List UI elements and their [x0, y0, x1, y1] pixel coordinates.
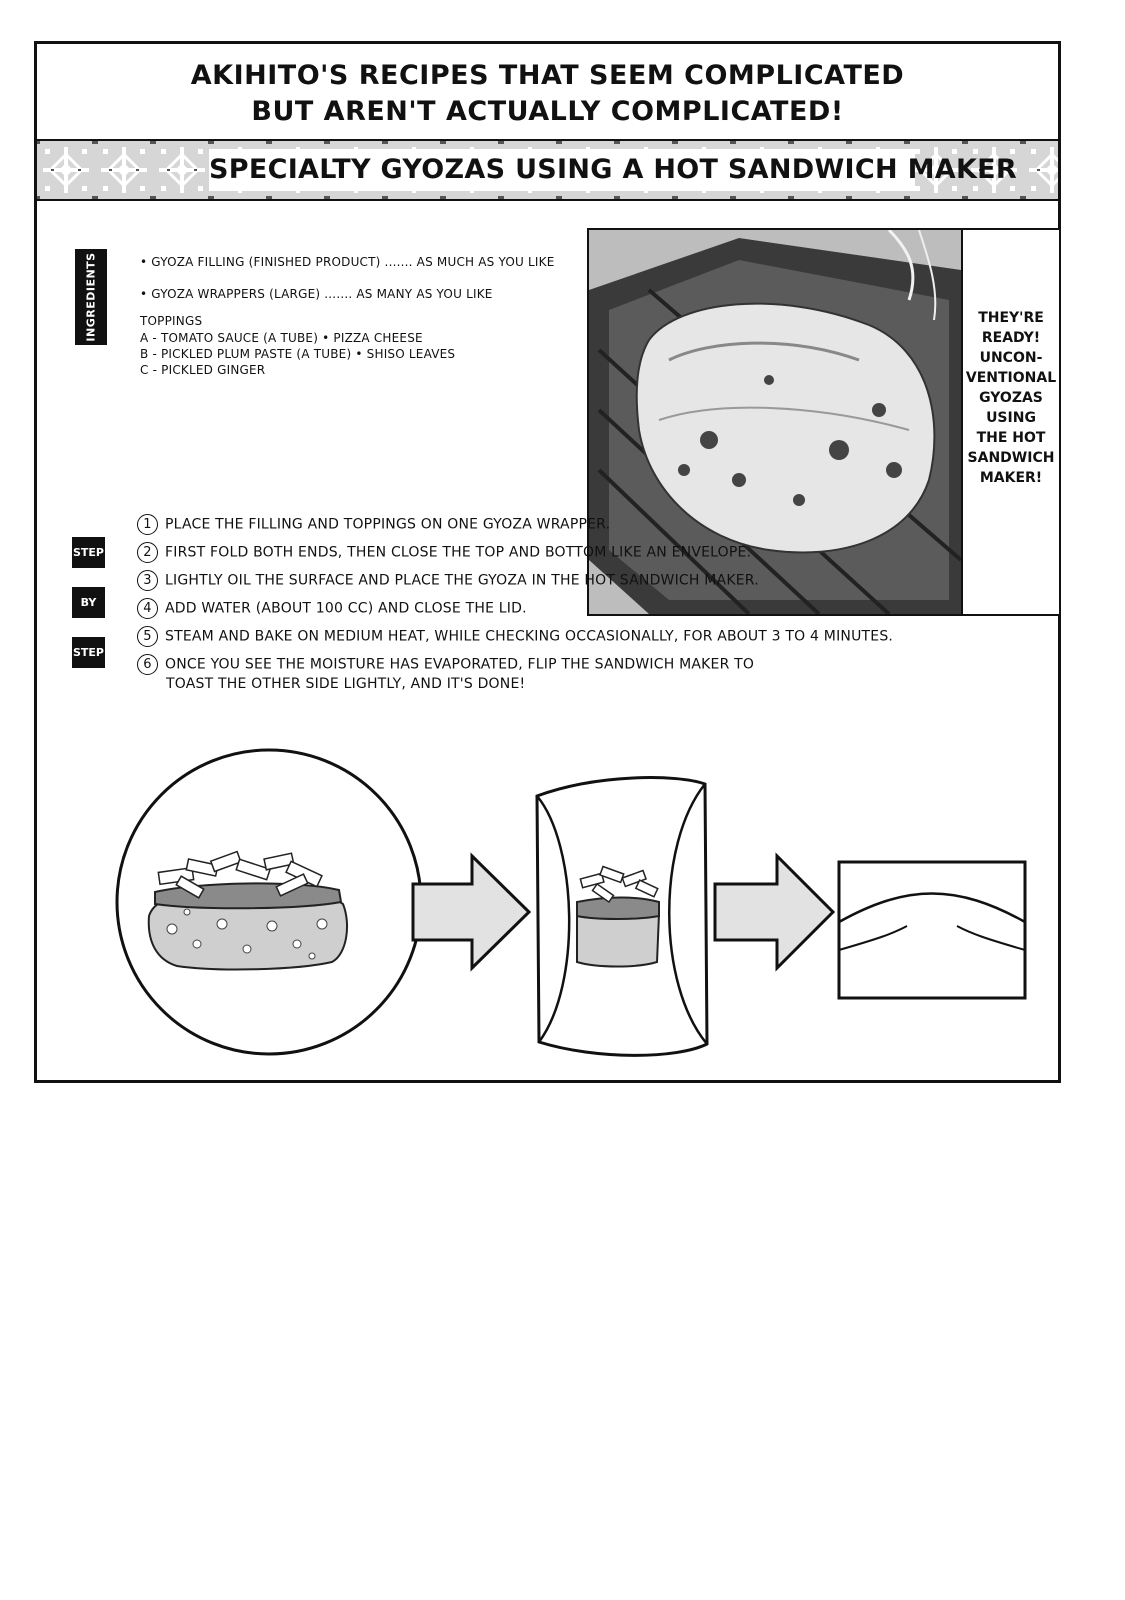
filling-illustration: [117, 750, 421, 1054]
speech-line: SANDWICH: [967, 450, 1055, 466]
speech-line: MAKER!: [979, 470, 1043, 486]
speech-line: READY!: [981, 330, 1041, 346]
step-number: 1: [137, 514, 158, 535]
topping-item: B - PICKLED PLUM PASTE (A TUBE) • SHISO LEAVES: [140, 347, 456, 361]
step-item: [137, 654, 755, 692]
page-title: [37, 58, 1058, 130]
folding-diagram: [77, 744, 1037, 1064]
topping-item: C - PICKLED GINGER: [140, 363, 266, 377]
step-text: PLACE THE FILLING AND TOPPINGS ON ONE GYOZA WRAPPER.: [165, 516, 611, 533]
step-number: 4: [137, 598, 158, 619]
speech-line: USING: [986, 410, 1036, 426]
ingredients-tab: [75, 249, 107, 345]
step-text: LIGHTLY OIL THE SURFACE AND PLACE THE GYOZA IN THE HOT SANDWICH MAKER.: [165, 572, 759, 589]
step-text: FIRST FOLD BOTH ENDS, THEN CLOSE THE TOP AND BOTTOM LIKE AN ENVELOPE.: [165, 544, 752, 561]
step-text-continued: TOAST THE OTHER SIDE LIGHTLY, AND IT'S DONE!: [166, 676, 526, 692]
topping-item: A - TOMATO SAUCE (A TUBE) • PIZZA CHEESE: [140, 331, 423, 345]
step-text: ADD WATER (ABOUT 100 CC) AND CLOSE THE LID.: [165, 600, 527, 617]
step-item: [137, 626, 893, 647]
step-item: [137, 570, 759, 591]
recipe-title: SPECIALTY GYOZAS USING A HOT SANDWICH MAKER: [209, 149, 915, 191]
step-item: [137, 542, 751, 563]
arrow-right-icon: [715, 856, 833, 968]
ingredients-tab-label: INGREDIENTS: [84, 252, 98, 342]
step-text: ONCE YOU SEE THE MOISTURE HAS EVAPORATED, FLIP THE SANDWICH MAKER TO: [165, 656, 755, 673]
speech-line: THEY'RE: [978, 310, 1044, 326]
speech-line: THE HOT: [976, 430, 1046, 446]
step-tab: STEP: [72, 537, 105, 568]
step-number: 3: [137, 570, 158, 591]
ingredient-item: • GYOZA FILLING (FINISHED PRODUCT) ....... AS MUCH AS YOU LIKE: [140, 255, 555, 269]
step-tab: STEP: [72, 637, 105, 668]
step-number: 5: [137, 626, 158, 647]
ingredient-item: • GYOZA WRAPPERS (LARGE) ....... AS MANY AS YOU LIKE: [140, 287, 493, 301]
step-number: 2: [137, 542, 158, 563]
toppings-label: TOPPINGS: [140, 314, 203, 328]
step-text: STEAM AND BAKE ON MEDIUM HEAT, WHILE CHECKING OCCASIONALLY, FOR ABOUT 3 TO 4 MINUTES.: [165, 628, 894, 645]
folded-wrapper-illustration: [537, 778, 707, 1056]
speech-text: [963, 308, 1059, 488]
step-item: [137, 598, 527, 619]
speech-line: GYOZAS: [979, 390, 1043, 406]
speech-line: UNCON-: [979, 350, 1043, 366]
by-tab: BY: [72, 587, 105, 618]
speech-line: VENTIONAL: [965, 370, 1057, 386]
title-line-1: AKIHITO'S RECIPES THAT SEEM COMPLICATED: [190, 60, 905, 91]
arrow-right-icon: [413, 856, 529, 968]
speech-bubble: [963, 228, 1061, 616]
recipe-frame: [34, 41, 1061, 1083]
step-item: [137, 514, 610, 535]
closed-envelope-illustration: [839, 862, 1025, 998]
step-number: 6: [137, 654, 158, 675]
title-line-2: BUT AREN'T ACTUALLY COMPLICATED!: [251, 96, 844, 127]
recipe-banner: [37, 139, 1058, 201]
